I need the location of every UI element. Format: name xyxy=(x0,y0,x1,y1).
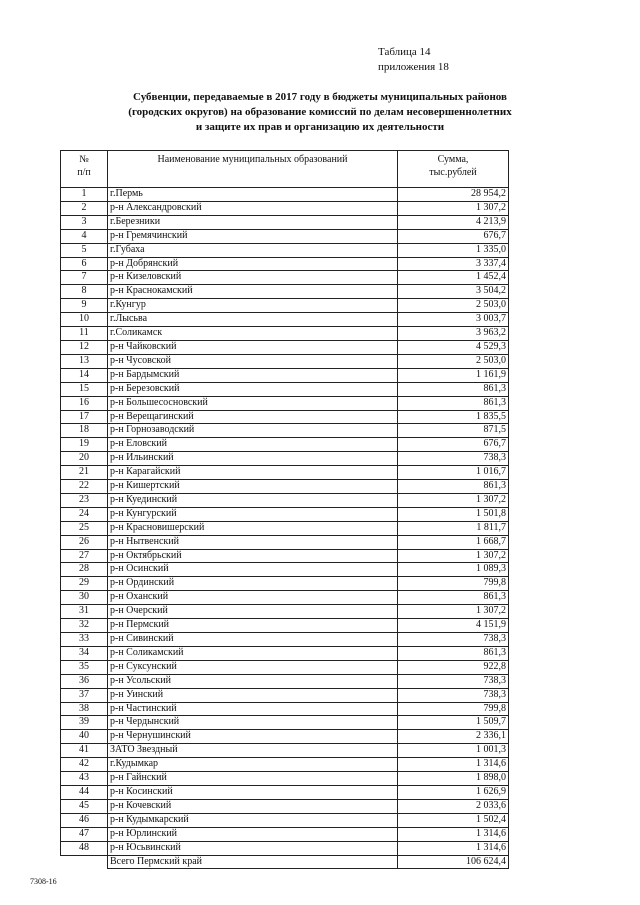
municipality-name: г.Лысьва xyxy=(108,313,398,327)
municipality-name: г.Березники xyxy=(108,215,398,229)
row-number: 26 xyxy=(61,535,108,549)
municipality-name: ЗАТО Звездный xyxy=(108,744,398,758)
row-number: 36 xyxy=(61,674,108,688)
table-row xyxy=(61,507,509,521)
table-row xyxy=(61,493,509,507)
subsidy-amount: 1 626,9 xyxy=(398,785,509,799)
table-row xyxy=(61,758,509,772)
subsidy-amount: 1 016,7 xyxy=(398,466,509,480)
subsidy-amount: 2 503,0 xyxy=(398,354,509,368)
municipality-name: р-н Чайковский xyxy=(108,340,398,354)
row-number: 19 xyxy=(61,438,108,452)
row-number: 5 xyxy=(61,243,108,257)
table-number: Таблица 14 xyxy=(378,46,431,58)
subsidy-amount: 1 314,6 xyxy=(398,841,509,855)
row-number: 29 xyxy=(61,577,108,591)
subsidy-amount: 738,3 xyxy=(398,688,509,702)
municipality-name: г.Пермь xyxy=(108,188,398,202)
table-row xyxy=(61,646,509,660)
subsidy-table xyxy=(60,150,509,869)
row-number: 30 xyxy=(61,591,108,605)
table-row xyxy=(61,799,509,813)
header-amount-line-2: тыс.рублей xyxy=(429,167,477,178)
table-row xyxy=(61,215,509,229)
row-number: 8 xyxy=(61,285,108,299)
header-number xyxy=(61,151,108,188)
subsidy-amount: 861,3 xyxy=(398,646,509,660)
row-number: 44 xyxy=(61,785,108,799)
table-row xyxy=(61,563,509,577)
row-number: 35 xyxy=(61,660,108,674)
table-row xyxy=(61,368,509,382)
table-row xyxy=(61,188,509,202)
municipality-name: г.Кунгур xyxy=(108,299,398,313)
municipality-name: р-н Косинский xyxy=(108,785,398,799)
subsidy-amount: 1 509,7 xyxy=(398,716,509,730)
row-number: 15 xyxy=(61,382,108,396)
row-number: 1 xyxy=(61,188,108,202)
table-row xyxy=(61,633,509,647)
municipality-name: р-н Оханский xyxy=(108,591,398,605)
municipality-name: г.Соликамск xyxy=(108,327,398,341)
municipality-name: р-н Еловский xyxy=(108,438,398,452)
total-row-label: Всего Пермский край xyxy=(108,855,398,869)
table-row xyxy=(61,521,509,535)
municipality-name: р-н Суксунский xyxy=(108,660,398,674)
row-number: 46 xyxy=(61,813,108,827)
table-row xyxy=(61,452,509,466)
table-row xyxy=(61,730,509,744)
row-number: 10 xyxy=(61,313,108,327)
municipality-name: р-н Ординский xyxy=(108,577,398,591)
subsidy-amount: 1 001,3 xyxy=(398,744,509,758)
row-number: 43 xyxy=(61,772,108,786)
municipality-name: р-н Гайнский xyxy=(108,772,398,786)
municipality-name: р-н Нытвенский xyxy=(108,535,398,549)
municipality-name: р-н Гремячинский xyxy=(108,229,398,243)
table-row xyxy=(61,577,509,591)
header-amount-line-1: Сумма, xyxy=(437,154,469,165)
document-title xyxy=(60,90,580,135)
table-row xyxy=(61,410,509,424)
row-number: 32 xyxy=(61,619,108,633)
row-number: 2 xyxy=(61,201,108,215)
subsidy-amount: 2 503,0 xyxy=(398,299,509,313)
table-row xyxy=(61,605,509,619)
municipality-name: р-н Чернушинский xyxy=(108,730,398,744)
municipality-name: р-н Кочевский xyxy=(108,799,398,813)
row-number: 40 xyxy=(61,730,108,744)
municipality-name: р-н Кунгурский xyxy=(108,507,398,521)
title-line-3: и защите их прав и организацию их деятельности xyxy=(195,121,445,133)
subsidy-amount: 1 307,2 xyxy=(398,549,509,563)
table-row xyxy=(61,424,509,438)
municipality-name: р-н Большесосновский xyxy=(108,396,398,410)
municipality-name: р-н Кудымкарский xyxy=(108,813,398,827)
subsidy-amount: 1 089,3 xyxy=(398,563,509,577)
row-number: 12 xyxy=(61,340,108,354)
municipality-name: р-н Александровский xyxy=(108,201,398,215)
table-row xyxy=(61,243,509,257)
municipality-name: р-н Очерский xyxy=(108,605,398,619)
table-row xyxy=(61,466,509,480)
row-number: 42 xyxy=(61,758,108,772)
header-municipality: Наименование муниципальных образований xyxy=(108,151,398,188)
row-number: 38 xyxy=(61,702,108,716)
table-row xyxy=(61,257,509,271)
municipality-name: р-н Октябрьский xyxy=(108,549,398,563)
municipality-name: р-н Кишертский xyxy=(108,480,398,494)
municipality-name: р-н Чусовской xyxy=(108,354,398,368)
municipality-name: г.Губаха xyxy=(108,243,398,257)
table-row xyxy=(61,660,509,674)
municipality-name: р-н Кизеловский xyxy=(108,271,398,285)
subsidy-amount: 799,8 xyxy=(398,577,509,591)
subsidy-amount: 922,8 xyxy=(398,660,509,674)
subsidy-amount: 861,3 xyxy=(398,480,509,494)
municipality-name: р-н Верещагинский xyxy=(108,410,398,424)
table-row xyxy=(61,299,509,313)
table-row xyxy=(61,340,509,354)
row-number: 48 xyxy=(61,841,108,855)
subsidy-amount: 1 314,6 xyxy=(398,827,509,841)
subsidy-amount: 861,3 xyxy=(398,396,509,410)
municipality-name: р-н Горнозаводский xyxy=(108,424,398,438)
total-row-number xyxy=(61,855,108,869)
subsidy-amount: 871,5 xyxy=(398,424,509,438)
table-row xyxy=(61,480,509,494)
row-number: 11 xyxy=(61,327,108,341)
header-amount xyxy=(398,151,509,188)
subsidy-amount: 738,3 xyxy=(398,633,509,647)
row-number: 16 xyxy=(61,396,108,410)
row-number: 20 xyxy=(61,452,108,466)
table-row xyxy=(61,744,509,758)
table-row xyxy=(61,619,509,633)
table-row xyxy=(61,785,509,799)
subsidy-amount: 2 033,6 xyxy=(398,799,509,813)
table-row xyxy=(61,813,509,827)
row-number: 22 xyxy=(61,480,108,494)
row-number: 7 xyxy=(61,271,108,285)
municipality-name: р-н Карагайский xyxy=(108,466,398,480)
table-reference xyxy=(378,45,449,75)
subsidy-amount: 1 668,7 xyxy=(398,535,509,549)
subsidy-amount: 676,7 xyxy=(398,438,509,452)
row-number: 27 xyxy=(61,549,108,563)
table-header-row xyxy=(61,151,509,188)
table-row xyxy=(61,327,509,341)
municipality-name: р-н Юсьвинский xyxy=(108,841,398,855)
table-row xyxy=(61,313,509,327)
subsidy-amount: 1 335,0 xyxy=(398,243,509,257)
municipality-name: р-н Красновишерский xyxy=(108,521,398,535)
table-row xyxy=(61,674,509,688)
municipality-name: р-н Частинский xyxy=(108,702,398,716)
row-number: 39 xyxy=(61,716,108,730)
appendix-number: приложения 18 xyxy=(378,61,449,73)
row-number: 33 xyxy=(61,633,108,647)
subsidy-amount: 3 003,7 xyxy=(398,313,509,327)
document-code: 7308-16 xyxy=(30,877,57,886)
table-row xyxy=(61,772,509,786)
subsidy-amount: 2 336,1 xyxy=(398,730,509,744)
table-row xyxy=(61,229,509,243)
title-line-2: (городских округов) на образование комиссий по делам несовершеннолетних xyxy=(128,106,512,118)
municipality-name: р-н Чердынский xyxy=(108,716,398,730)
municipality-name: г.Кудымкар xyxy=(108,758,398,772)
table-row xyxy=(61,285,509,299)
row-number: 45 xyxy=(61,799,108,813)
row-number: 6 xyxy=(61,257,108,271)
municipality-name: р-н Куединский xyxy=(108,493,398,507)
row-number: 13 xyxy=(61,354,108,368)
row-number: 21 xyxy=(61,466,108,480)
subsidy-amount: 1 161,9 xyxy=(398,368,509,382)
row-number: 31 xyxy=(61,605,108,619)
table-row xyxy=(61,549,509,563)
subsidy-amount: 4 213,9 xyxy=(398,215,509,229)
subsidy-amount: 3 963,2 xyxy=(398,327,509,341)
table-body xyxy=(61,188,509,856)
municipality-name: р-н Уинский xyxy=(108,688,398,702)
row-number: 14 xyxy=(61,368,108,382)
total-row xyxy=(61,855,509,869)
municipality-name: р-н Юрлинский xyxy=(108,827,398,841)
table-row xyxy=(61,827,509,841)
municipality-name: р-н Соликамский xyxy=(108,646,398,660)
subsidy-amount: 28 954,2 xyxy=(398,188,509,202)
subsidy-amount: 1 501,8 xyxy=(398,507,509,521)
subsidy-amount: 4 529,3 xyxy=(398,340,509,354)
table-row xyxy=(61,271,509,285)
row-number: 41 xyxy=(61,744,108,758)
row-number: 9 xyxy=(61,299,108,313)
subsidy-amount: 1 307,2 xyxy=(398,201,509,215)
title-line-1: Субвенции, передаваемые в 2017 году в бюджеты муниципальных районов xyxy=(133,91,507,103)
table-row xyxy=(61,438,509,452)
header-number-line-2: п/п xyxy=(77,167,91,178)
row-number: 37 xyxy=(61,688,108,702)
table-row xyxy=(61,201,509,215)
subsidy-amount: 1 307,2 xyxy=(398,493,509,507)
row-number: 25 xyxy=(61,521,108,535)
row-number: 3 xyxy=(61,215,108,229)
municipality-name: р-н Осинский xyxy=(108,563,398,577)
row-number: 17 xyxy=(61,410,108,424)
subsidy-amount: 3 337,4 xyxy=(398,257,509,271)
subsidy-amount: 3 504,2 xyxy=(398,285,509,299)
municipality-name: р-н Ильинский xyxy=(108,452,398,466)
subsidy-amount: 738,3 xyxy=(398,452,509,466)
subsidy-amount: 1 502,4 xyxy=(398,813,509,827)
municipality-name: р-н Пермский xyxy=(108,619,398,633)
table-row xyxy=(61,841,509,855)
table-row xyxy=(61,535,509,549)
subsidy-amount: 861,3 xyxy=(398,591,509,605)
subsidy-amount: 799,8 xyxy=(398,702,509,716)
row-number: 23 xyxy=(61,493,108,507)
table-row xyxy=(61,354,509,368)
municipality-name: р-н Добрянский xyxy=(108,257,398,271)
table-row xyxy=(61,702,509,716)
table-row xyxy=(61,716,509,730)
subsidy-amount: 1 898,0 xyxy=(398,772,509,786)
table-row xyxy=(61,591,509,605)
subsidy-amount: 4 151,9 xyxy=(398,619,509,633)
municipality-name: р-н Краснокамский xyxy=(108,285,398,299)
subsidy-amount: 1 452,4 xyxy=(398,271,509,285)
row-number: 28 xyxy=(61,563,108,577)
row-number: 47 xyxy=(61,827,108,841)
row-number: 18 xyxy=(61,424,108,438)
municipality-name: р-н Бардымский xyxy=(108,368,398,382)
municipality-name: р-н Усольский xyxy=(108,674,398,688)
subsidy-amount: 1 314,6 xyxy=(398,758,509,772)
municipality-name: р-н Березовский xyxy=(108,382,398,396)
subsidy-amount: 1 811,7 xyxy=(398,521,509,535)
table-row xyxy=(61,396,509,410)
subsidy-amount: 676,7 xyxy=(398,229,509,243)
row-number: 4 xyxy=(61,229,108,243)
total-row-amount: 106 624,4 xyxy=(398,855,509,869)
subsidy-amount: 1 835,5 xyxy=(398,410,509,424)
header-number-line-1: № xyxy=(79,154,89,165)
table-row xyxy=(61,382,509,396)
subsidy-amount: 1 307,2 xyxy=(398,605,509,619)
table-row xyxy=(61,688,509,702)
subsidy-amount: 738,3 xyxy=(398,674,509,688)
row-number: 34 xyxy=(61,646,108,660)
row-number: 24 xyxy=(61,507,108,521)
subsidy-amount: 861,3 xyxy=(398,382,509,396)
municipality-name: р-н Сивинский xyxy=(108,633,398,647)
